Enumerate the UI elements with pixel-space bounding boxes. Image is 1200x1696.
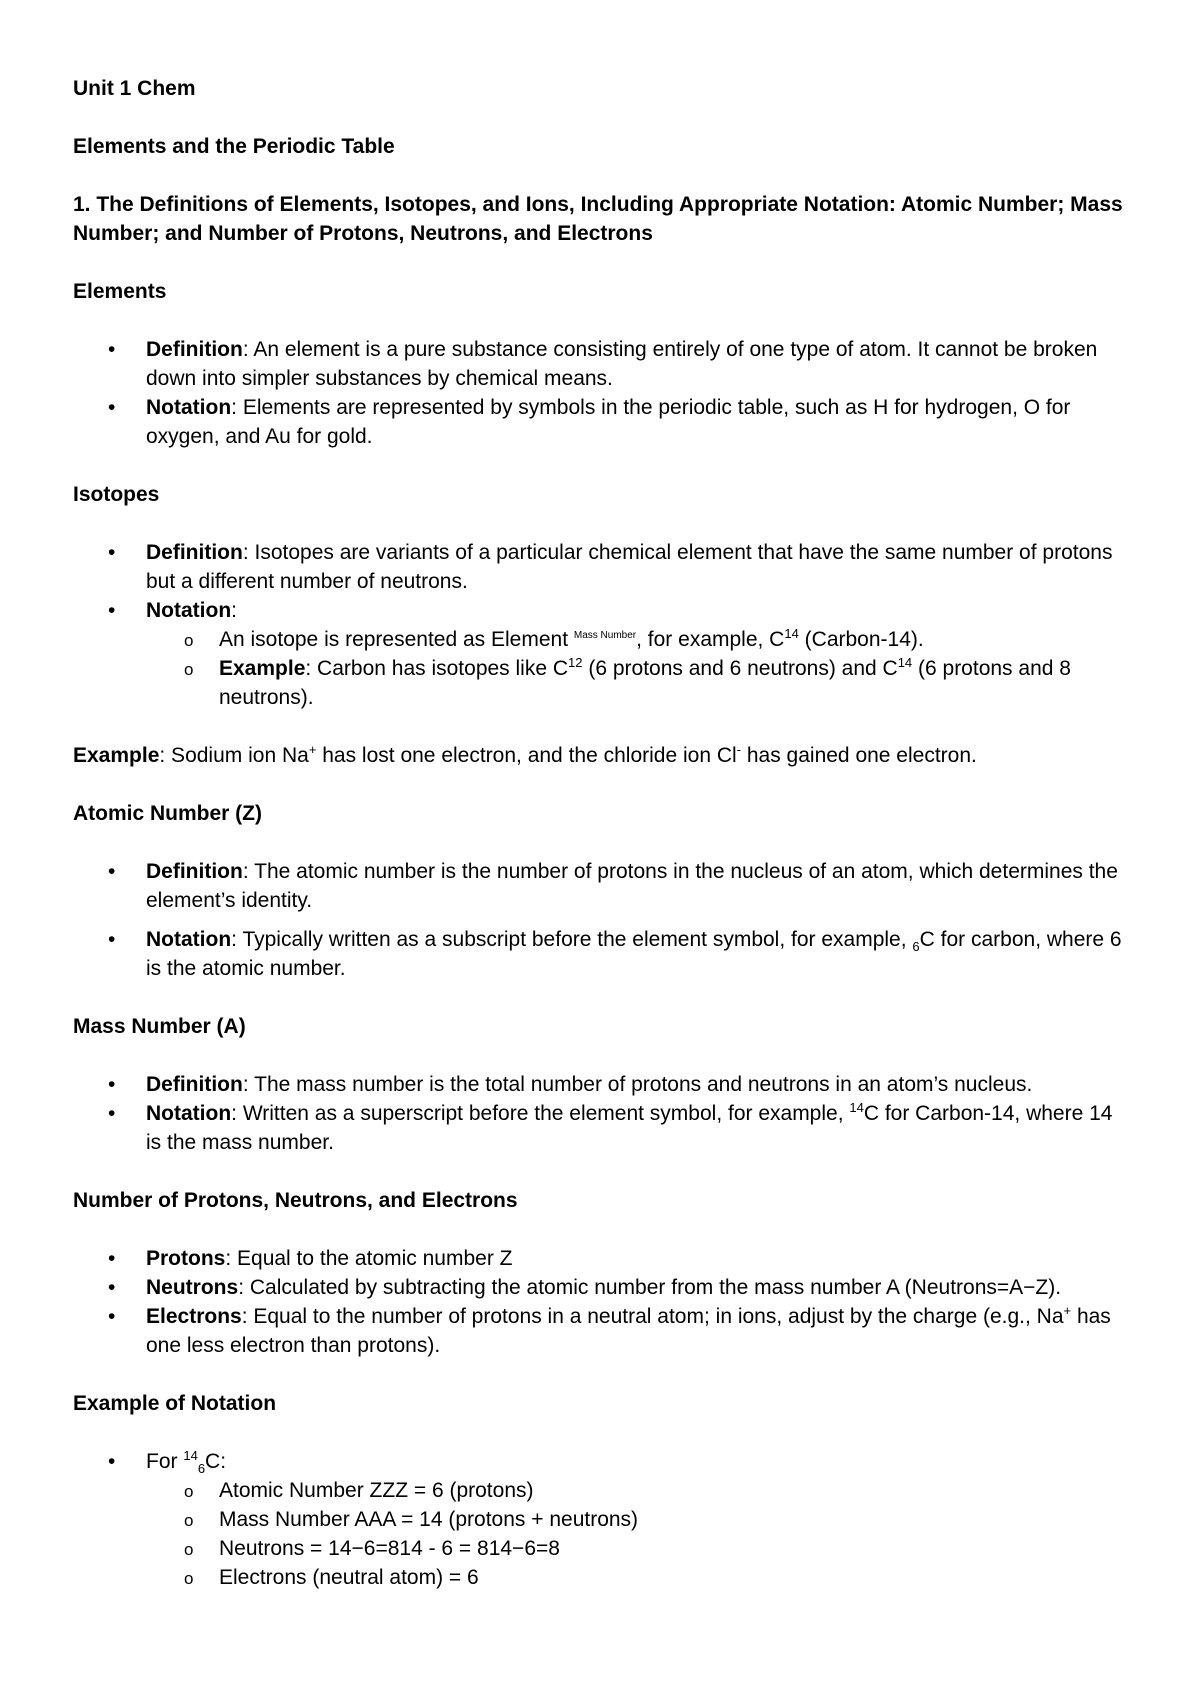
- elements-notation-text: : Elements are represented by symbols in the periodic table, such as H for hydrogen, O for oxygen, and Au for gold.: [146, 396, 1071, 448]
- definition-label: Definition: [146, 1073, 243, 1096]
- document-content: [73, 74, 1133, 1621]
- superscript: 14: [784, 626, 799, 641]
- atomic-number-list: [73, 857, 1133, 983]
- list-item: [73, 857, 1133, 915]
- list-item: [73, 393, 1133, 451]
- superscript: 14: [183, 1448, 198, 1463]
- elements-heading: Elements: [73, 280, 167, 303]
- document-title: Unit 1 Chem: [73, 77, 196, 100]
- definition-label: Definition: [146, 860, 243, 883]
- isotope-representation-text: An isotope is represented as Element: [219, 628, 574, 651]
- sublist-item: o Neutrons = 14−6=814 - 6 = 814−6=8: [146, 1534, 1133, 1563]
- protons-label: Protons: [146, 1247, 226, 1270]
- atomic-number-heading: Atomic Number (Z): [73, 802, 262, 825]
- isotopes-heading: Isotopes: [73, 483, 160, 506]
- example-label: Example: [73, 744, 160, 767]
- carbon-isotopes-text: (6 protons and 8 neutrons).: [219, 657, 1071, 709]
- section-heading: 1. The Definitions of Elements, Isotopes, and Ions, Including Appropriate Notation: Atomic Number; Mass Number; and Number of Protons, Neutrons, and Electrons: [73, 193, 1123, 245]
- superscript: 12: [568, 655, 583, 670]
- list-item: [73, 1099, 1133, 1157]
- superscript: -: [736, 742, 742, 757]
- notation-example-sublist: [146, 1476, 1133, 1592]
- notation-label: Notation: [146, 1102, 232, 1125]
- electrons-label: Electrons: [146, 1305, 242, 1328]
- superscript: +: [308, 742, 317, 757]
- ion-example-text: : Sodium ion Na: [159, 744, 309, 767]
- superscript: 14: [849, 1100, 864, 1115]
- carbon-isotopes-text: : Carbon has isotopes like C: [305, 657, 569, 680]
- sublist-item: o Atomic Number ZZZ = 6 (protons): [146, 1476, 1133, 1505]
- sublist-item: [146, 654, 1133, 712]
- notation-label: Notation: [146, 396, 232, 419]
- definition-label: Definition: [146, 338, 243, 361]
- atomic-number-notation-text: : Typically written as a subscript before the element symbol, for example,: [231, 928, 913, 951]
- pne-list: [73, 1244, 1133, 1360]
- notation-label: Notation: [146, 928, 232, 951]
- ion-example-text: has gained one electron.: [741, 744, 977, 767]
- electrons-text: has one less electron than protons).: [146, 1305, 1111, 1357]
- list-item: [73, 925, 1133, 983]
- isotopes-sublist: [146, 625, 1133, 712]
- mass-number-definition-text: : The mass number is the total number of protons and neutrons in an atom’s nucleus.: [242, 1073, 1033, 1096]
- pne-heading: Number of Protons, Neutrons, and Electrons: [73, 1189, 518, 1212]
- list-item: [73, 538, 1133, 596]
- superscript: +: [1063, 1303, 1072, 1318]
- list-item: [73, 1273, 1133, 1302]
- carbon-isotopes-text: (6 protons and 6 neutrons) and C: [582, 657, 898, 680]
- neutrons-text: : Calculated by subtracting the atomic number from the mass number A (Neutrons=A−Z).: [238, 1276, 1062, 1299]
- elements-definition-text: : An element is a pure substance consisting entirely of one type of atom. It cannot be broken down into simpler substances by chemical means.: [146, 338, 1098, 390]
- for-text: C:: [205, 1450, 227, 1473]
- list-item: [73, 1302, 1133, 1360]
- isotopes-list: [73, 538, 1133, 712]
- neutrons-label: Neutrons: [146, 1276, 239, 1299]
- notation-example-heading: Example of Notation: [73, 1392, 277, 1415]
- mass-number-notation-text: C for Carbon-14, where 14 is the mass number.: [146, 1102, 1113, 1154]
- mass-number-heading: Mass Number (A): [73, 1015, 246, 1038]
- example-label: Example: [219, 657, 306, 680]
- isotope-example-text: , for example, C: [636, 628, 785, 651]
- notation-label: Notation: [146, 599, 232, 622]
- subscript: 6: [912, 939, 920, 955]
- isotope-example-end: (Carbon-14).: [798, 628, 924, 651]
- mass-number-notation-text: : Written as a superscript before the element symbol, for example,: [231, 1102, 850, 1125]
- ion-example-paragraph: [73, 741, 1133, 770]
- isotopes-definition-text: : Isotopes are variants of a particular chemical element that have the same number of protons but a different number of neutrons.: [146, 541, 1113, 593]
- atomic-number-notation-text: C for carbon, where 6 is the atomic number.: [146, 928, 1122, 980]
- ion-example-text: has lost one electron, and the chloride ion Cl: [316, 744, 737, 767]
- list-item: [73, 596, 1133, 712]
- isotopes-notation-colon: :: [231, 599, 237, 622]
- list-item: [73, 1070, 1133, 1099]
- electrons-text: : Equal to the number of protons in a neutral atom; in ions, adjust by the charge (e.g., Na: [241, 1305, 1064, 1328]
- sublist-item: o Electrons (neutral atom) = 6: [146, 1563, 1133, 1592]
- atomic-number-definition-text: : The atomic number is the number of protons in the nucleus of an atom, which determines the element’s identity.: [146, 860, 1118, 912]
- list-item: [73, 1244, 1133, 1273]
- mass-number-list: [73, 1070, 1133, 1157]
- list-item: [73, 1447, 1133, 1592]
- superscript: 14: [897, 655, 913, 670]
- sublist-item: [146, 625, 1133, 654]
- chapter-heading: Elements and the Periodic Table: [73, 135, 395, 158]
- notation-example-list: [73, 1447, 1133, 1592]
- list-item: [73, 335, 1133, 393]
- protons-text: : Equal to the atomic number Z: [225, 1247, 513, 1270]
- mass-number-superscript: Mass Number: [573, 630, 637, 641]
- for-text: For: [146, 1450, 184, 1473]
- definition-label: Definition: [146, 541, 243, 564]
- sublist-item: o Mass Number AAA = 14 (protons + neutrons): [146, 1505, 1133, 1534]
- elements-list: [73, 335, 1133, 451]
- subscript: 6: [197, 1461, 206, 1477]
